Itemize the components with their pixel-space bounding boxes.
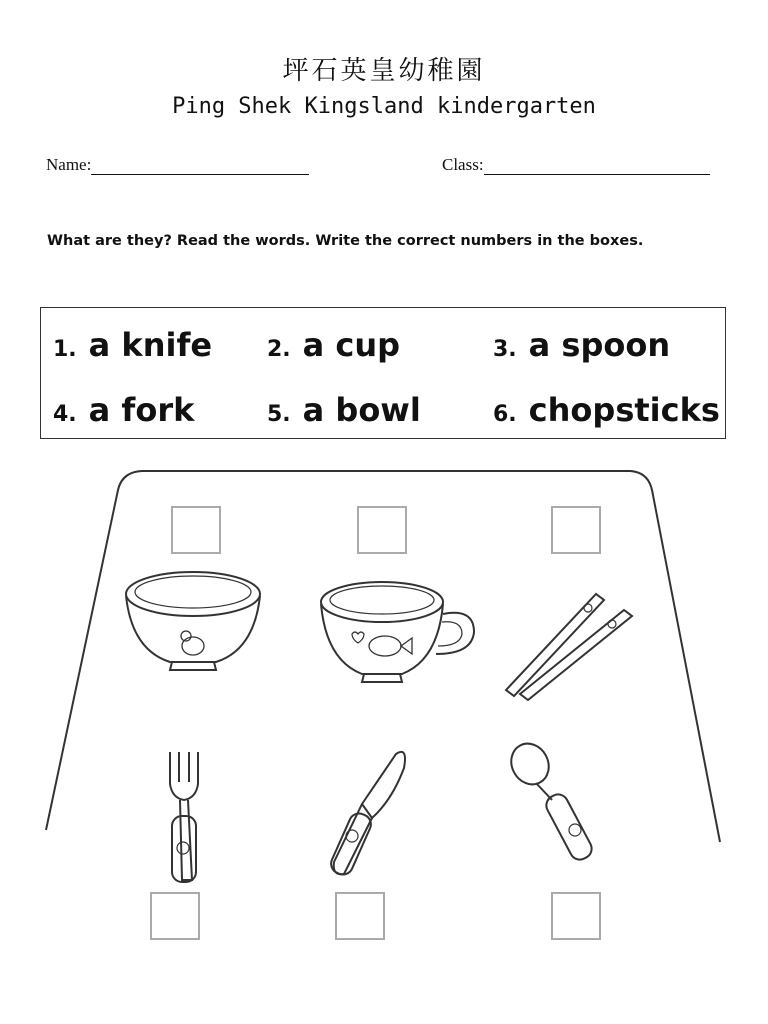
chopsticks-icon bbox=[506, 594, 632, 700]
word-text: a fork bbox=[88, 391, 195, 429]
word-number: 3. bbox=[493, 337, 517, 362]
answer-box-knife[interactable] bbox=[336, 893, 384, 939]
fork-icon bbox=[170, 752, 198, 882]
word-text: a bowl bbox=[302, 391, 421, 429]
answer-box-fork[interactable] bbox=[151, 893, 199, 939]
school-name-chinese: 坪石英皇幼稚園 bbox=[282, 56, 486, 86]
word-number: 6. bbox=[493, 402, 517, 427]
answer-box-cup[interactable] bbox=[358, 507, 406, 553]
answer-box-bowl[interactable] bbox=[172, 507, 220, 553]
word-number: 1. bbox=[53, 337, 77, 362]
cup-icon bbox=[321, 582, 474, 682]
word-text: a spoon bbox=[528, 326, 671, 364]
class-label: Class: bbox=[442, 155, 484, 174]
word-text: a cup bbox=[302, 326, 401, 364]
knife-icon bbox=[328, 752, 405, 878]
word-number: 5. bbox=[267, 402, 291, 427]
school-name-english: Ping Shek Kingsland kindergarten bbox=[172, 94, 596, 119]
word-number: 4. bbox=[53, 402, 77, 427]
word-text: chopsticks bbox=[528, 391, 720, 429]
name-label: Name: bbox=[46, 155, 92, 174]
answer-box-spoon[interactable] bbox=[552, 893, 600, 939]
word-text: a knife bbox=[88, 326, 213, 364]
answer-box-chopsticks[interactable] bbox=[552, 507, 600, 553]
bowl-icon bbox=[126, 572, 260, 670]
word-number: 2. bbox=[267, 337, 291, 362]
instructions: What are they? Read the words. Write the correct numbers in the boxes. bbox=[47, 233, 644, 249]
spoon-icon bbox=[504, 737, 595, 863]
